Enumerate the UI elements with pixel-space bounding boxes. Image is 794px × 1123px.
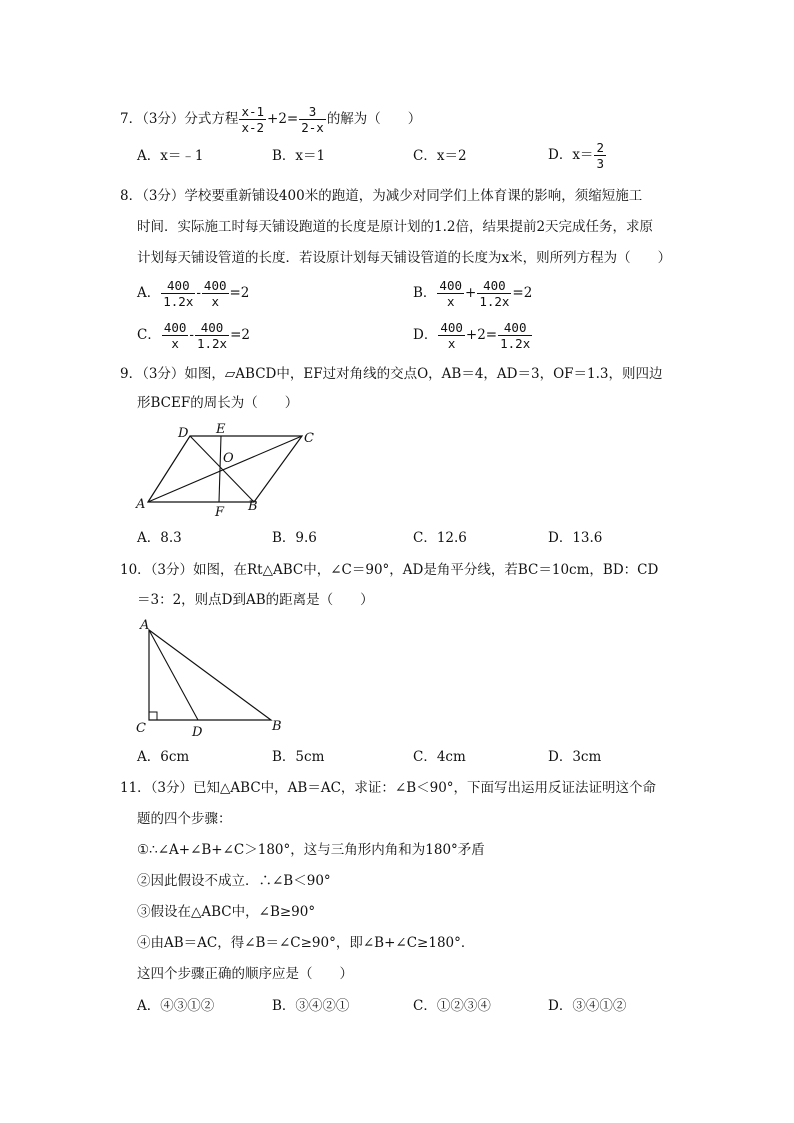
label-b: B xyxy=(248,499,258,514)
segment-ef xyxy=(219,436,221,502)
parallelogram-figure xyxy=(130,420,314,520)
q9-option-a[interactable]: A．8.3 xyxy=(137,530,182,546)
triangle-abc xyxy=(149,630,271,720)
q11-ask: 这四个步骤正确的顺序应是（ ） xyxy=(137,966,353,982)
label-c: C xyxy=(304,431,314,446)
q11-option-c[interactable]: C．①②③④ xyxy=(413,998,491,1014)
question-9-line-1: 9．（3分）如图，▱ABCD中，EF过对角线的交点O，AB＝4，AD＝3，OF＝1.3，则四边 xyxy=(120,366,663,382)
question-10-line-2: ＝3：2，则点D到AB的距离是（ ） xyxy=(137,592,374,608)
question-11-line-1: 11．（3分）已知△ABC中，AB＝AC，求证：∠B＜90°，下面写出运用反证法证明这个命 xyxy=(120,780,657,796)
q7-option-b[interactable]: B．x＝1 xyxy=(272,148,326,164)
q10-option-b[interactable]: B．5cm xyxy=(272,749,325,765)
question-8-line-2: 时间．实际施工时每天铺设跑道的长度是原计划的1.2倍，结果提前2天完成任务，求原 xyxy=(137,219,654,235)
diagonal-bd xyxy=(190,436,254,502)
q10-option-a[interactable]: A．6cm xyxy=(137,749,190,765)
q11-step-4: ④由AB＝AC，得∠B＝∠C≥90°，即∠B+∠C≥180°． xyxy=(137,935,475,951)
q11-step-3: ③假设在△ABC中，∠B≥90° xyxy=(137,904,316,920)
q11-step-2: ②因此假设不成立．∴∠B＜90° xyxy=(137,873,331,889)
q8-option-c[interactable]: C． $\frac{400}{x}$ - $\frac{400}{1.2x}$ =2 xyxy=(137,320,250,351)
q7-option-a[interactable]: A．x＝﹣1 xyxy=(137,148,204,164)
question-8-line-1: 8．（3分）学校要重新铺设400米的跑道，为减少对同学们上体育课的影响，须缩短施工 xyxy=(120,188,643,204)
label-o: O xyxy=(223,451,234,466)
bisector-ad xyxy=(149,630,198,720)
question-10-line-1: 10．（3分）如图，在Rt△ABC中，∠C＝90°，AD是角平分线，若BC＝10cm，BD：CD xyxy=(120,562,659,578)
question-7 xyxy=(120,104,680,135)
q7-mid: +2= xyxy=(267,111,299,127)
q11-option-b[interactable]: B．③④②① xyxy=(272,998,350,1014)
q8-option-b[interactable]: B． $\frac{400}{x}$ + $\frac{400}{1.2x}$ =2 xyxy=(413,278,533,309)
right-triangle-figure xyxy=(130,614,300,742)
q11-option-a[interactable]: A．④③①② xyxy=(137,998,215,1014)
label-f: F xyxy=(215,505,225,520)
label-b: B xyxy=(272,719,282,734)
label-a: A xyxy=(140,618,150,633)
question-8-line-3: 计划每天铺设管道的长度．若设原计划每天铺设管道的长度为x米，则所列方程为（ ） xyxy=(137,250,672,266)
q7-prefix: 7．（3分）分式方程 xyxy=(120,111,239,127)
q8-option-a[interactable]: A． $\frac{400}{1.2x}$ - $\frac{400}{x}$ =2 xyxy=(137,278,250,309)
q9-option-c[interactable]: C．12.6 xyxy=(413,530,467,546)
label-d: D xyxy=(178,426,189,441)
right-angle-mark xyxy=(149,712,157,720)
q9-option-b[interactable]: B．9.6 xyxy=(272,530,317,546)
q9-option-d[interactable]: D．13.6 xyxy=(548,530,603,546)
label-c: C xyxy=(136,721,146,736)
q7-fraction-2: $\frac{3}{2-x}$ xyxy=(301,104,324,135)
question-11-line-2: 题的四个步骤： xyxy=(137,811,232,827)
q7-suffix: 的解为（ ） xyxy=(326,111,422,127)
q11-step-1: ①∴∠A+∠B+∠C＞180°，这与三角形内角和为180°矛盾 xyxy=(137,842,485,858)
label-d: D xyxy=(192,725,203,740)
q7-fraction-1: $\frac{x-1}{x-2}$ xyxy=(241,104,265,135)
diagonal-ac xyxy=(148,436,302,502)
q8-option-d[interactable]: D． $\frac{400}{x}$ +2= $\frac{400}{1.2x}$ xyxy=(413,320,531,351)
label-a: A xyxy=(136,497,146,512)
label-e: E xyxy=(216,422,226,437)
q7-option-c[interactable]: C．x＝2 xyxy=(413,148,467,164)
q11-option-d[interactable]: D．③④①② xyxy=(548,998,627,1014)
q7-option-d[interactable]: D．x＝ $\frac{2}{3}$ xyxy=(548,140,604,171)
q10-option-d[interactable]: D．3cm xyxy=(548,749,602,765)
question-9-line-2: 形BCEF的周长为（ ） xyxy=(137,395,299,411)
q10-option-c[interactable]: C．4cm xyxy=(413,749,466,765)
